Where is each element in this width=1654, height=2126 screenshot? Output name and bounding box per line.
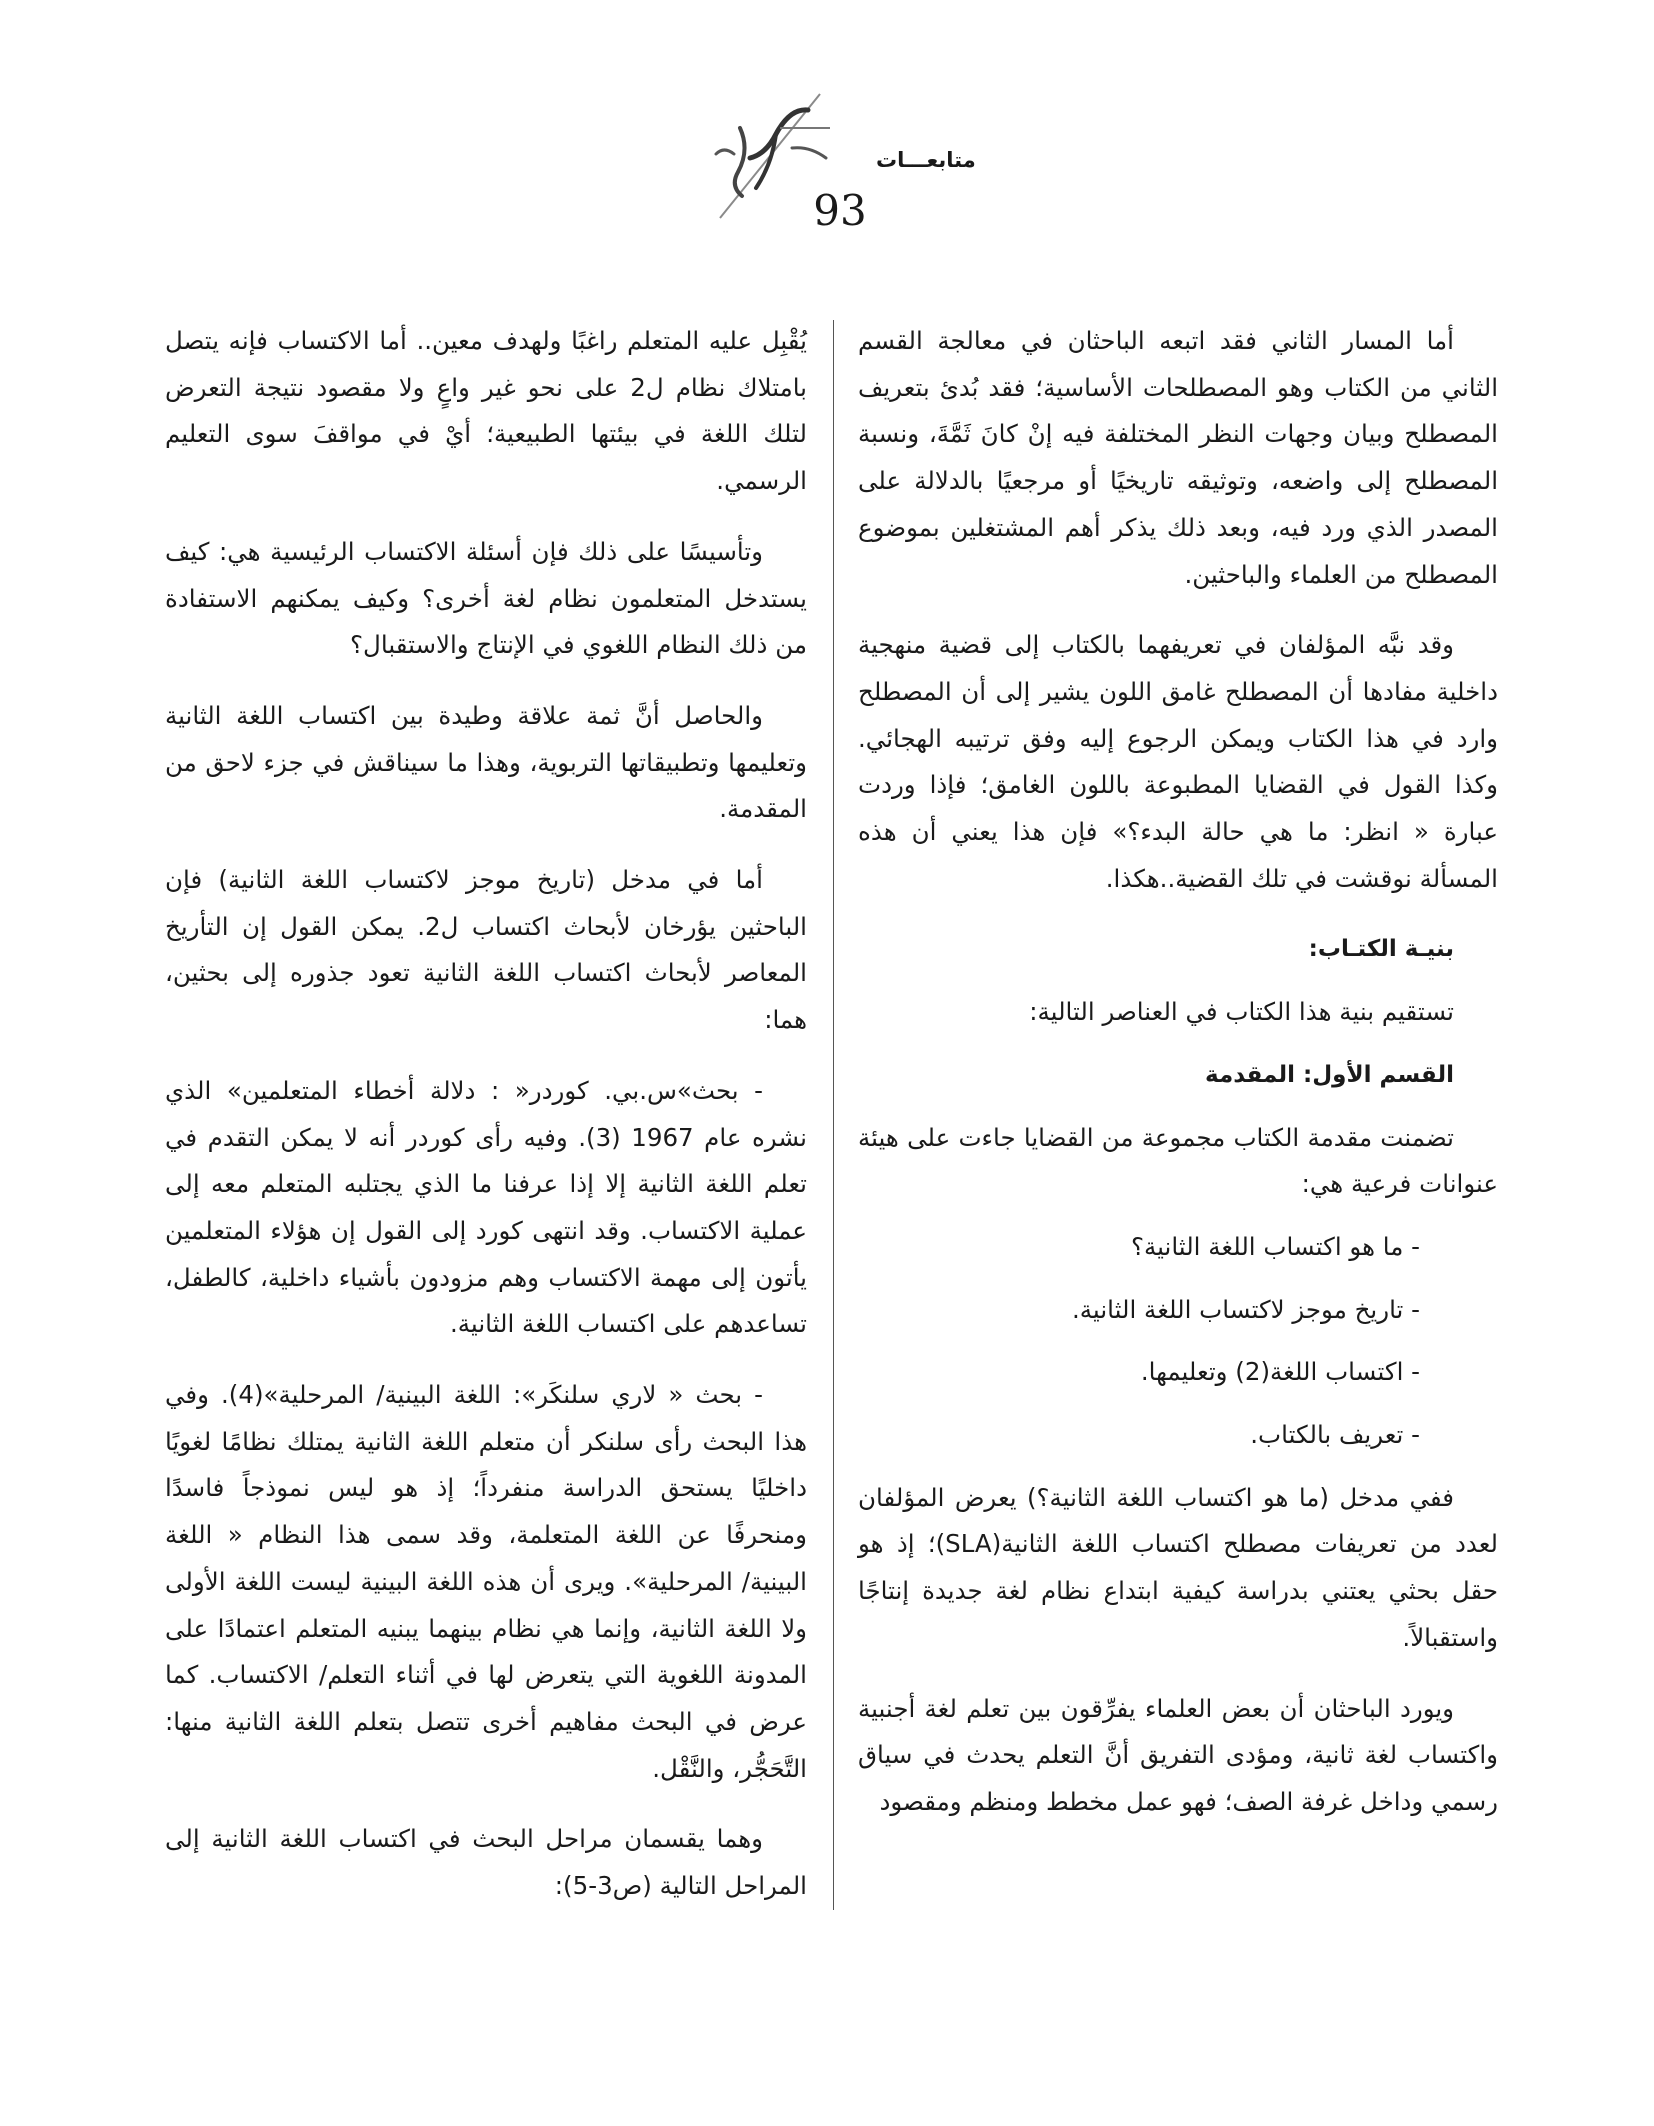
list-item: - تعريف بالكتاب.: [1250, 1420, 1420, 1450]
list-item: - ما هو اكتساب اللغة الثانية؟: [1130, 1231, 1420, 1261]
right-paragraph-4: تضمنت مقدمة الكتاب مجموعة من القضايا جاءت على هيئة عنوانات فرعية هي:: [858, 1122, 1498, 1199]
page-header: [0, 0, 1654, 260]
left-paragraph-5: - بحث»س.بي. كوردر« : دلالة أخطاء المتعلمين» الذي نشره عام 1967 (3). وفيه رأى كوردر أنه لا يمكن التقدم في تعلم اللغة الثانية إلا إذا عرفنا ما الذي يجتلبه المتعلم معه إلى عملية الاكتساب. وقد انتهى كورد إلى القول إن هؤلاء المتعلمين يأتون إلى مهمة الاكتساب وهم مزودون بأشياء داخلية، كالطفل، تساعدهم على اكتساب اللغة الثانية.: [165, 1075, 808, 1339]
page-number: 93: [813, 186, 867, 235]
right-paragraph-1: أما المسار الثاني فقد اتبعه الباحثان في معالجة القسم الثاني من الكتاب وهو المصطلحات الأساسية؛ فقد بُدئ بتعريف المصطلح وبيان وجهات النظر المختلفة فيه إنْ كانَ ثَمَّةَ، ونسبة المصطلح إلى واضعه، وتوثيقه تاريخيًا أو مرجعيًا بالدلالة على المصدر الذي ورد فيه، وبعد ذلك يذكر أهم المشتغلين بموضوع المصطلح من العلماء والباحثين.: [858, 326, 1498, 589]
left-column: [165, 318, 807, 1910]
section-heading-part-one: القسم الأول: المقدمة: [1205, 1061, 1454, 1088]
list-item: - اكتساب اللغة(2) وتعليمها.: [1140, 1357, 1420, 1387]
left-paragraph-2: وتأسيسًا على ذلك فإن أسئلة الاكتساب الرئيسية هي: كيف يستدخل المتعلمون نظام لغة أخرى؟ وكيف يمكنهم الاستفادة من ذلك النظام اللغوي في الإنتاج والاستقبال؟: [165, 536, 807, 660]
left-paragraph-4: أما في مدخل (تاريخ موجز لاكتساب اللغة الثانية) فإن الباحثين يؤرخان لأبحاث اكتساب ل2. يمكن القول إن التأريخ المعاصر لأبحاث اكتساب اللغة الثانية تعود جذوره إلى بحثين، هما:: [165, 865, 807, 1035]
left-paragraph-1: يُقْبِل عليه المتعلم راغبًا ولهدف معين.. أما الاكتساب فإنه يتصل بامتلاك نظام ل2 على نحو غير واعٍ ولا مقصود نتيجة التعرض لتلك اللغة في بيئتها الطبيعية؛ أيْ في مواقفَ سوى التعليم الرسمي.: [165, 326, 807, 496]
right-paragraph-2: وقد نبَّه المؤلفان في تعريفهما بالكتاب إلى قضية منهجية داخلية مفادها أن المصطلح غامق اللون يشير إلى أن المصطلح وارد في هذا الكتاب ويمكن الرجوع إليه وفق ترتيبه الهجائي. وكذا القول في القضايا المطبوعة باللون الغامق؛ فإذا وردت عبارة « انظر: ما هي حالة البدء؟» فإن هذا يعني أن هذه المسألة نوقشت في تلك القضية..هكذا.: [858, 630, 1498, 893]
left-paragraph-3: والحاصل أنَّ ثمة علاقة وطيدة بين اكتساب اللغة الثانية وتعليمها وتطبيقاتها التربوية، وهذا ما سيناقش في جزء لاحق من المقدمة.: [165, 700, 807, 824]
section-heading-book-structure: بنيـة الكتـاب:: [1308, 936, 1454, 963]
left-paragraph-6: - بحث « لاري سلنكَر»: اللغة البينية/ المرحلية»(4). وفي هذا البحث رأى سلنكر أن متعلم اللغة الثانية يمتلك نظامًا لغويًا داخليًا يستحق الدراسة منفرداً؛ إذ هو ليس نموذجاً فاسدًا ومنحرفًا عن اللغة المتعلمة، وقد سمى هذا النظام « اللغة البينية/ المرحلية». ويرى أن هذه اللغة البينية ليست اللغة الأولى ولا اللغة الثانية، وإنما هي نظام بينهما يبنيه المتعلم اعتمادًا على المدونة اللغوية التي يتعرض لها في أثناء التعلم/ الاكتساب. كما عرض في البحث مفاهيم أخرى تتصل بتعلم اللغة الثانية منها: التَّحَجُّر، والنَّقْل.: [165, 1380, 807, 1783]
column-divider: [833, 320, 834, 1910]
right-paragraph-3: تستقيم بنية هذا الكتاب في العناصر التالية:: [1029, 997, 1454, 1027]
right-paragraph-5: ففي مدخل (ما هو اكتساب اللغة الثانية؟) يعرض المؤلفان لعدد من تعريفات مصطلح اكتساب اللغة الثانية(SLA)؛ إذ هو حقل بحثي يعتني بدراسة كيفية ابتداع نظام لغة جديدة إنتاجًا واستقبالاً.: [858, 1482, 1499, 1652]
right-column: [858, 318, 1498, 1826]
right-paragraph-6: ويورد الباحثان أن بعض العلماء يفرِّقون بين تعلم لغة أجنبية واكتساب لغة ثانية، ومؤدى التفريق أنَّ التعلم يحدث في سياق رسمي وداخل غرفة الصف؛ فهو عمل مخطط ومنظم ومقصود: [858, 1693, 1498, 1816]
left-paragraph-7: وهما يقسمان مراحل البحث في اكتساب اللغة الثانية إلى المراحل التالية (ص3-5):: [165, 1824, 807, 1901]
section-label: متابعـــات: [876, 148, 976, 172]
list-item: - تاريخ موجز لاكتساب اللغة الثانية.: [1072, 1294, 1420, 1324]
